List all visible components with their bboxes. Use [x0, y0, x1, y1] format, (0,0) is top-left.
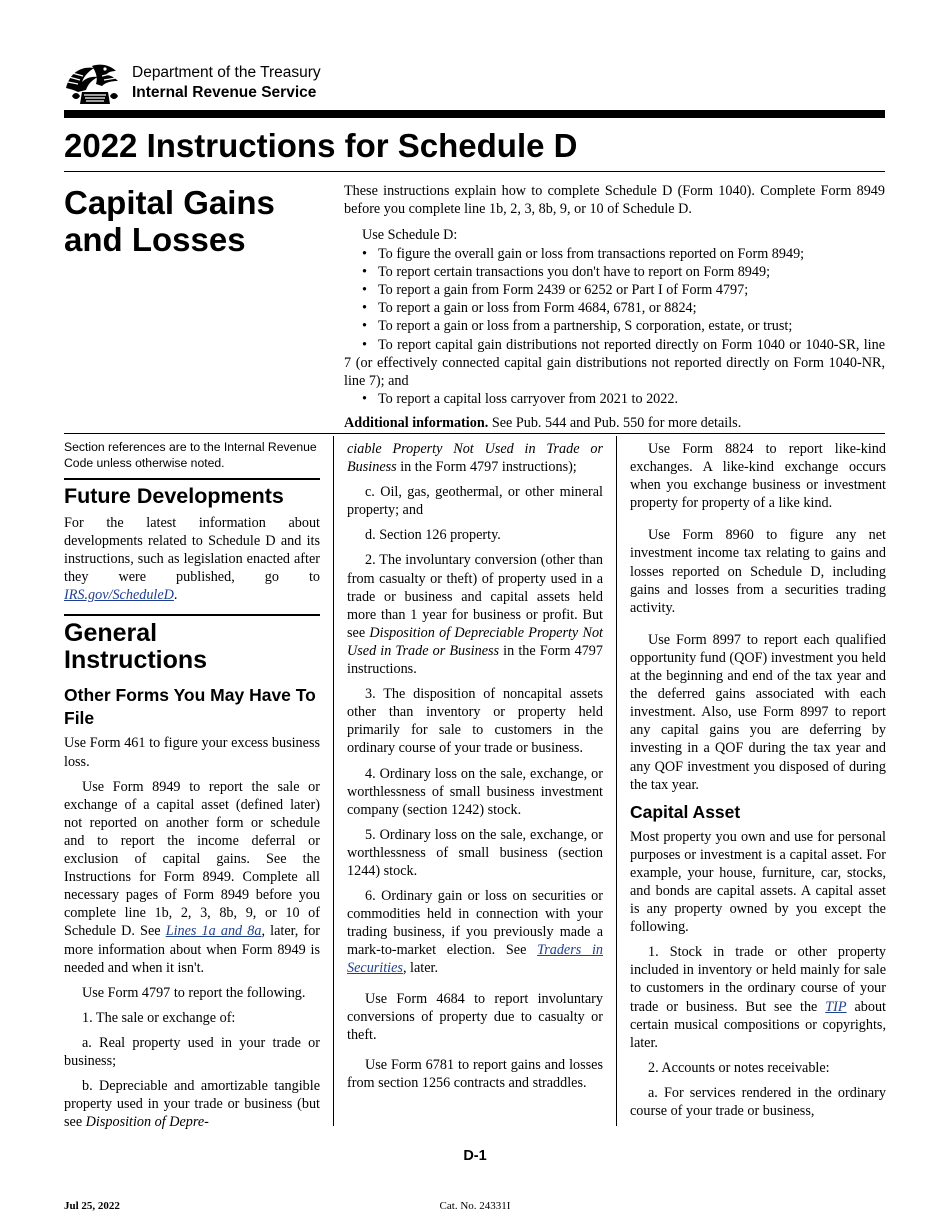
form-6781-paragraph: Use Form 6781 to report gains and losses from section 1256 contracts and straddles. — [347, 1056, 603, 1091]
main-title — [64, 184, 324, 258]
list-item: • To figure the overall gain or loss from transactions reported on Form 8949; — [362, 245, 805, 262]
lines-1a-8a-link[interactable]: Lines 1a and 8a — [165, 923, 262, 940]
document-title: 2022 Instructions for Schedule D — [64, 127, 578, 164]
bullet-icon: • — [362, 300, 367, 317]
tip-link[interactable]: TIP — [825, 998, 847, 1015]
form-8824-paragraph: Use Form 8824 to report like-kind exchanges. A like-kind exchange occurs when you exchange business or investment property for property of a like kind. — [630, 441, 886, 512]
list-item: • To report a gain or loss from Form 4684, 6781, or 8824; — [362, 300, 697, 317]
page-number: D-1 — [463, 1148, 487, 1164]
additional-information-label: Additional information. — [344, 415, 489, 432]
list-item: 1. The sale or exchange of: — [82, 1009, 236, 1026]
future-developments-text: For the latest information about developments related to Schedule D and its instructions, such as legislation enacted after they were published, go to IRS.gov/ScheduleD. — [64, 515, 320, 604]
header-thick-rule — [64, 110, 885, 118]
form-8960-paragraph: Use Form 8960 to figure any net investment income tax relating to gains and losses reported on Schedule D, including gains and losses from a securities trading activity. — [630, 527, 886, 616]
list-item: • To report certain transactions you don't have to report on Form 8949; — [362, 263, 771, 280]
bullet-icon: • — [362, 391, 367, 408]
additional-information — [344, 414, 885, 432]
intro-paragraph: These instructions explain how to complete Schedule D (Form 1040). Complete Form 8949 before you complete line 1b, 2, 3, 8b, 9, or 10 of Schedule D. — [344, 183, 885, 218]
catalog-number: Cat. No. 24331I — [439, 1200, 511, 1212]
list-item: • To report a capital loss carryover from 2021 to 2022. — [362, 391, 679, 408]
agency-line-2: Internal Revenue Service — [132, 84, 317, 101]
main-title-line-2: and Losses — [64, 221, 246, 258]
title-rule — [64, 171, 885, 172]
bullet-icon: • — [362, 318, 367, 335]
intro-bottom-rule — [64, 433, 885, 434]
capital-asset-heading: Capital Asset — [630, 801, 741, 822]
traders-in-securities-link[interactable]: Traders in Securities — [347, 942, 603, 977]
form-461-paragraph: Use Form 461 to figure your excess business loss. — [64, 735, 320, 770]
list-item: a. Real property used in your trade or business; — [64, 1034, 320, 1069]
form-8997-paragraph: Use Form 8997 to report each qualified opportunity fund (QOF) investment you held at the beginning and end of the tax year and the deferred gains associated with each investment. Also, use Form 8997 to report any capital gains you are deferring by investing in a QOF during the tax year and any QOF investment you disposed of during the tax year. — [630, 631, 886, 793]
list-item: 2. Accounts or notes receivable: — [648, 1059, 830, 1076]
bullet-icon: • — [362, 336, 367, 353]
additional-information-text: See Pub. 544 and Pub. 550 for more details. — [491, 415, 742, 432]
column-2 — [347, 440, 603, 1099]
section-rule — [64, 614, 320, 616]
column-3 — [630, 440, 886, 1127]
use-schedule-list — [344, 245, 885, 409]
future-developments-heading: Future Developments — [64, 484, 284, 508]
list-item: • To report a gain from Form 2439 or 6252 or Part I of Form 4797; — [362, 282, 749, 299]
column-1 — [64, 440, 320, 1138]
list-item: d. Section 126 property. — [365, 527, 501, 544]
revision-date: Jul 25, 2022 — [64, 1200, 120, 1212]
form-4797-paragraph: Use Form 4797 to report the following. — [82, 984, 306, 1001]
intro-block — [344, 182, 885, 433]
list-item: a. For services rendered in the ordinary course of your trade or business, — [630, 1084, 886, 1119]
list-item: c. Oil, gas, geothermal, or other mineral property; and — [347, 484, 603, 519]
bullet-icon: • — [362, 282, 367, 299]
capital-asset-paragraph: Most property you own and use for personal purposes or investment is a capital asset. For example, your house, furniture, car, stocks, and bonds are capital assets. A capital asset is any property owned by you except the following. — [630, 828, 886, 936]
list-item: 4. Ordinary loss on the sale, exchange, or worthlessness of small business investment company (section 1242) stock. — [347, 765, 603, 818]
list-item: b. Depreciable and amortizable tangible property used in your trade or business (but see Disposition of Depre- — [64, 1078, 320, 1131]
header — [64, 58, 884, 108]
list-item: 2. The involuntary conversion (other than from casualty or theft) of property used in a trade or business and capital assets held more than 1 year for business or profit. But see Disposition of Depreciable Property Not Used in Trade or Business in the Form 4797 instructions. — [347, 552, 603, 678]
list-item: ciable Property Not Used in Trade or Business in the Form 4797 instructions); — [347, 441, 603, 476]
bullet-icon: • — [362, 245, 367, 262]
list-item: • To report capital gain distributions not reported directly on Form 1040 or 1040-SR, line 7 (or effectively connected capital gain distributions not reported directly on Form 1040-NR, line 7); and — [344, 336, 885, 390]
list-item: 1. Stock in trade or other property included in inventory or held mainly for sale to customers in the ordinary course of your trade or business. But see the TIP about certain musical compositions or copyrights, later. — [630, 944, 887, 1051]
list-item: 5. Ordinary loss on the sale, exchange, or worthlessness of small business (section 1244) stock. — [347, 826, 603, 879]
list-item: 3. The disposition of noncapital assets other than inventory or property held primarily for sale to customers in the ordinary course of your trade or business. — [347, 686, 603, 757]
form-8949-paragraph: Use Form 8949 to report the sale or exchange of a capital asset (defined later) not reported on another form or schedule and to report the income deferral or exclusion of capital gains. See the Instructions for Form 8949. Complete all necessary pages of Form 8949 before you complete line 1b, 2, 3, 8b, 9, or 10 of Schedule D. See Lines 1a and 8a, later, for more information about when Form 8949 is needed and when it isn't. — [64, 778, 321, 976]
irs-schedule-d-link[interactable]: IRS.gov/ScheduleD — [64, 587, 174, 604]
agency-line-1: Department of the Treasury — [132, 64, 321, 81]
list-item: • To report a gain or loss from a partnership, S corporation, estate, or trust; — [362, 318, 793, 335]
section-references-note: Section references are to the Internal Revenue Code unless otherwise noted. — [64, 440, 317, 470]
column-divider — [616, 436, 617, 1126]
other-forms-heading: Other Forms You May Have To File — [64, 685, 316, 729]
list-item: 6. Ordinary gain or loss on securities or commodities held in connection with your trading business, if you previously made a mark-to-market election. See Traders in Securities, later. — [347, 888, 603, 977]
general-instructions-heading: General Instructions — [64, 619, 208, 675]
main-title-line-1: Capital Gains — [64, 184, 275, 221]
use-schedule-label: Use Schedule D: — [362, 227, 458, 244]
section-rule — [64, 478, 320, 480]
irs-eagle-logo-icon — [64, 62, 124, 106]
form-4684-paragraph: Use Form 4684 to report involuntary conversions of property due to casualty or theft. — [347, 990, 603, 1043]
column-divider — [333, 436, 334, 1126]
agency-name — [132, 63, 321, 103]
bullet-icon: • — [362, 263, 367, 280]
